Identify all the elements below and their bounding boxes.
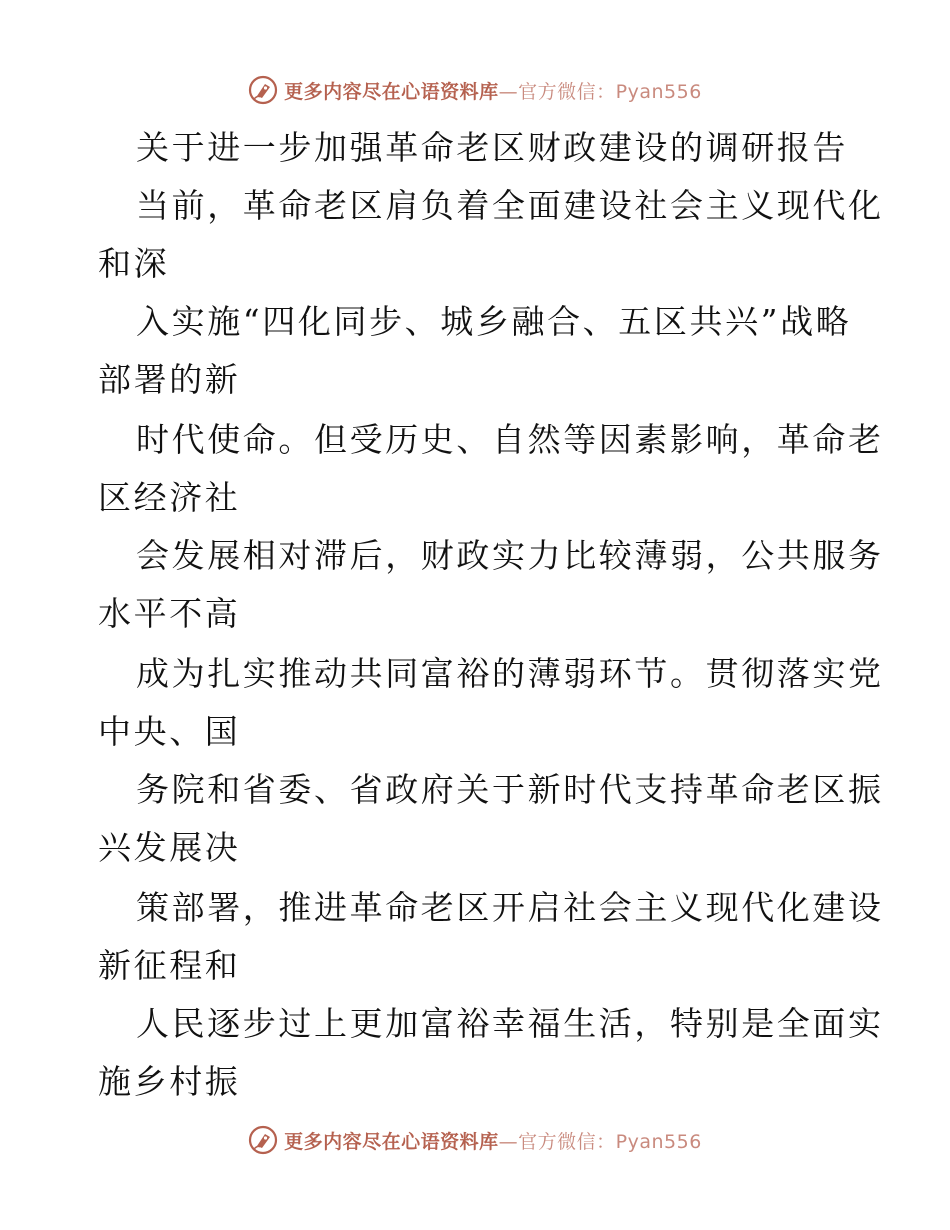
paragraph-line: 策部署，推进革命老区开启社会主义现代化建设 [136, 888, 884, 927]
paragraph-line: 务院和省委、省政府关于新时代支持革命老区振 [136, 770, 884, 809]
watermark-separator: — [498, 80, 519, 103]
watermark-separator: — [498, 1130, 519, 1153]
paragraph-line: 中央、国 [98, 712, 241, 751]
paragraph-line: 当前，革命老区肩负着全面建设社会主义现代化 [136, 186, 884, 225]
paragraph-line: 施乡村振 [98, 1062, 241, 1101]
watermark-site: 更多内容尽在心语资料库 [284, 1130, 499, 1153]
document-title: 关于进一步加强革命老区财政建设的调研报告 [136, 128, 848, 167]
paragraph-line: 新征程和 [98, 946, 241, 985]
header-watermark [0, 70, 950, 110]
watermark-wechat: 官方微信：Pyan556 [518, 1130, 702, 1153]
paragraph-line: 部署的新 [98, 360, 241, 399]
paragraph-line: 区经济社 [98, 478, 241, 517]
watermark-text [284, 77, 702, 104]
paragraph-line: 人民逐步过上更加富裕幸福生活，特别是全面实 [136, 1004, 884, 1043]
paragraph-line: 成为扎实推动共同富裕的薄弱环节。贯彻落实党 [136, 654, 884, 693]
paragraph-line: 水平不高 [98, 594, 241, 633]
paragraph-line: 兴发展决 [98, 828, 241, 867]
paragraph-line: 会发展相对滞后，财政实力比较薄弱，公共服务 [136, 536, 884, 575]
watermark-wechat: 官方微信：Pyan556 [518, 80, 702, 103]
paragraph-line: 时代使命。但受历史、自然等因素影响，革命老 [136, 420, 884, 459]
watermark-site: 更多内容尽在心语资料库 [284, 80, 499, 103]
pen-nib-logo-icon [248, 75, 278, 105]
paragraph-line: 和深 [98, 244, 170, 283]
pen-nib-logo-icon [248, 1125, 278, 1155]
watermark-text [284, 1127, 702, 1154]
footer-watermark [0, 1120, 950, 1160]
paragraph-line: 入实施“四化同步、城乡融合、五区共兴”战略 [136, 302, 852, 341]
